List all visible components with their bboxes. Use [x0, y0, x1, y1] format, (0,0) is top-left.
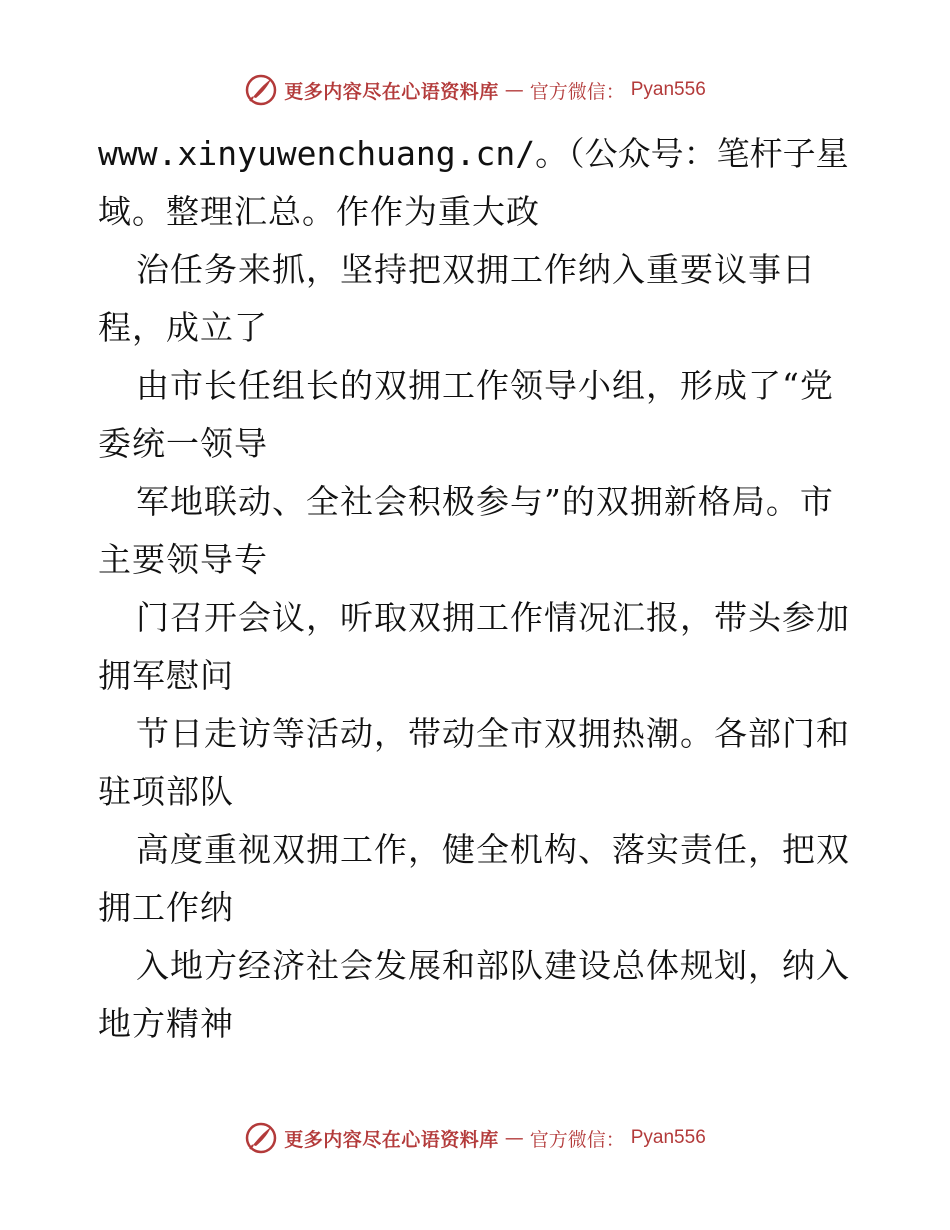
- footer-site-name: 更多内容尽在心语资料库: [284, 1128, 499, 1151]
- header-wechat-id: Pyan556: [630, 79, 706, 100]
- text-line: 治任务来抓，坚持把双拥工作纳入重要议事日: [136, 250, 816, 289]
- text-line: 拥工作纳: [98, 888, 234, 927]
- text-line: 入地方经济社会发展和部队建设总体规划，纳入: [136, 946, 850, 985]
- header-site-name: 更多内容尽在心语资料库: [284, 80, 499, 103]
- text-line: 域。整理汇总。作作为重大政: [98, 192, 540, 231]
- footer-wechat-label: 官方微信：: [529, 1128, 625, 1151]
- text-line: 驻项部队: [98, 772, 234, 811]
- footer-watermark: [0, 1118, 950, 1158]
- header-watermark: [0, 70, 950, 110]
- footer-wechat-id: Pyan556: [630, 1127, 706, 1148]
- text-line: 由市长任组长的双拥工作领导小组，形成了“党: [136, 366, 834, 405]
- text-line: 委统一领导: [98, 424, 268, 463]
- header-dash: —: [504, 79, 524, 101]
- text-line: 门召开会议，听取双拥工作情况汇报，带头参加: [136, 598, 850, 637]
- header-wechat-label: 官方微信：: [529, 80, 625, 103]
- text-line: 拥军慰问: [98, 656, 234, 695]
- text-line: 地方精神: [98, 1004, 234, 1043]
- text-line: 主要领导专: [98, 540, 268, 579]
- text-line: 节日走访等活动，带动全市双拥热潮。各部门和: [136, 714, 850, 753]
- text-line: 高度重视双拥工作，健全机构、落实责任，把双: [136, 830, 850, 869]
- text-line: www.xinyuwenchuang.cn/。（公众号：笔杆子星: [98, 134, 849, 173]
- footer-dash: —: [504, 1127, 524, 1149]
- quill-pen-logo-icon: [244, 1121, 278, 1155]
- text-line: 程，成立了: [98, 308, 268, 347]
- quill-pen-logo-icon: [244, 73, 278, 107]
- document-body: [98, 125, 858, 1053]
- text-line: 军地联动、全社会积极参与”的双拥新格局。市: [136, 482, 834, 521]
